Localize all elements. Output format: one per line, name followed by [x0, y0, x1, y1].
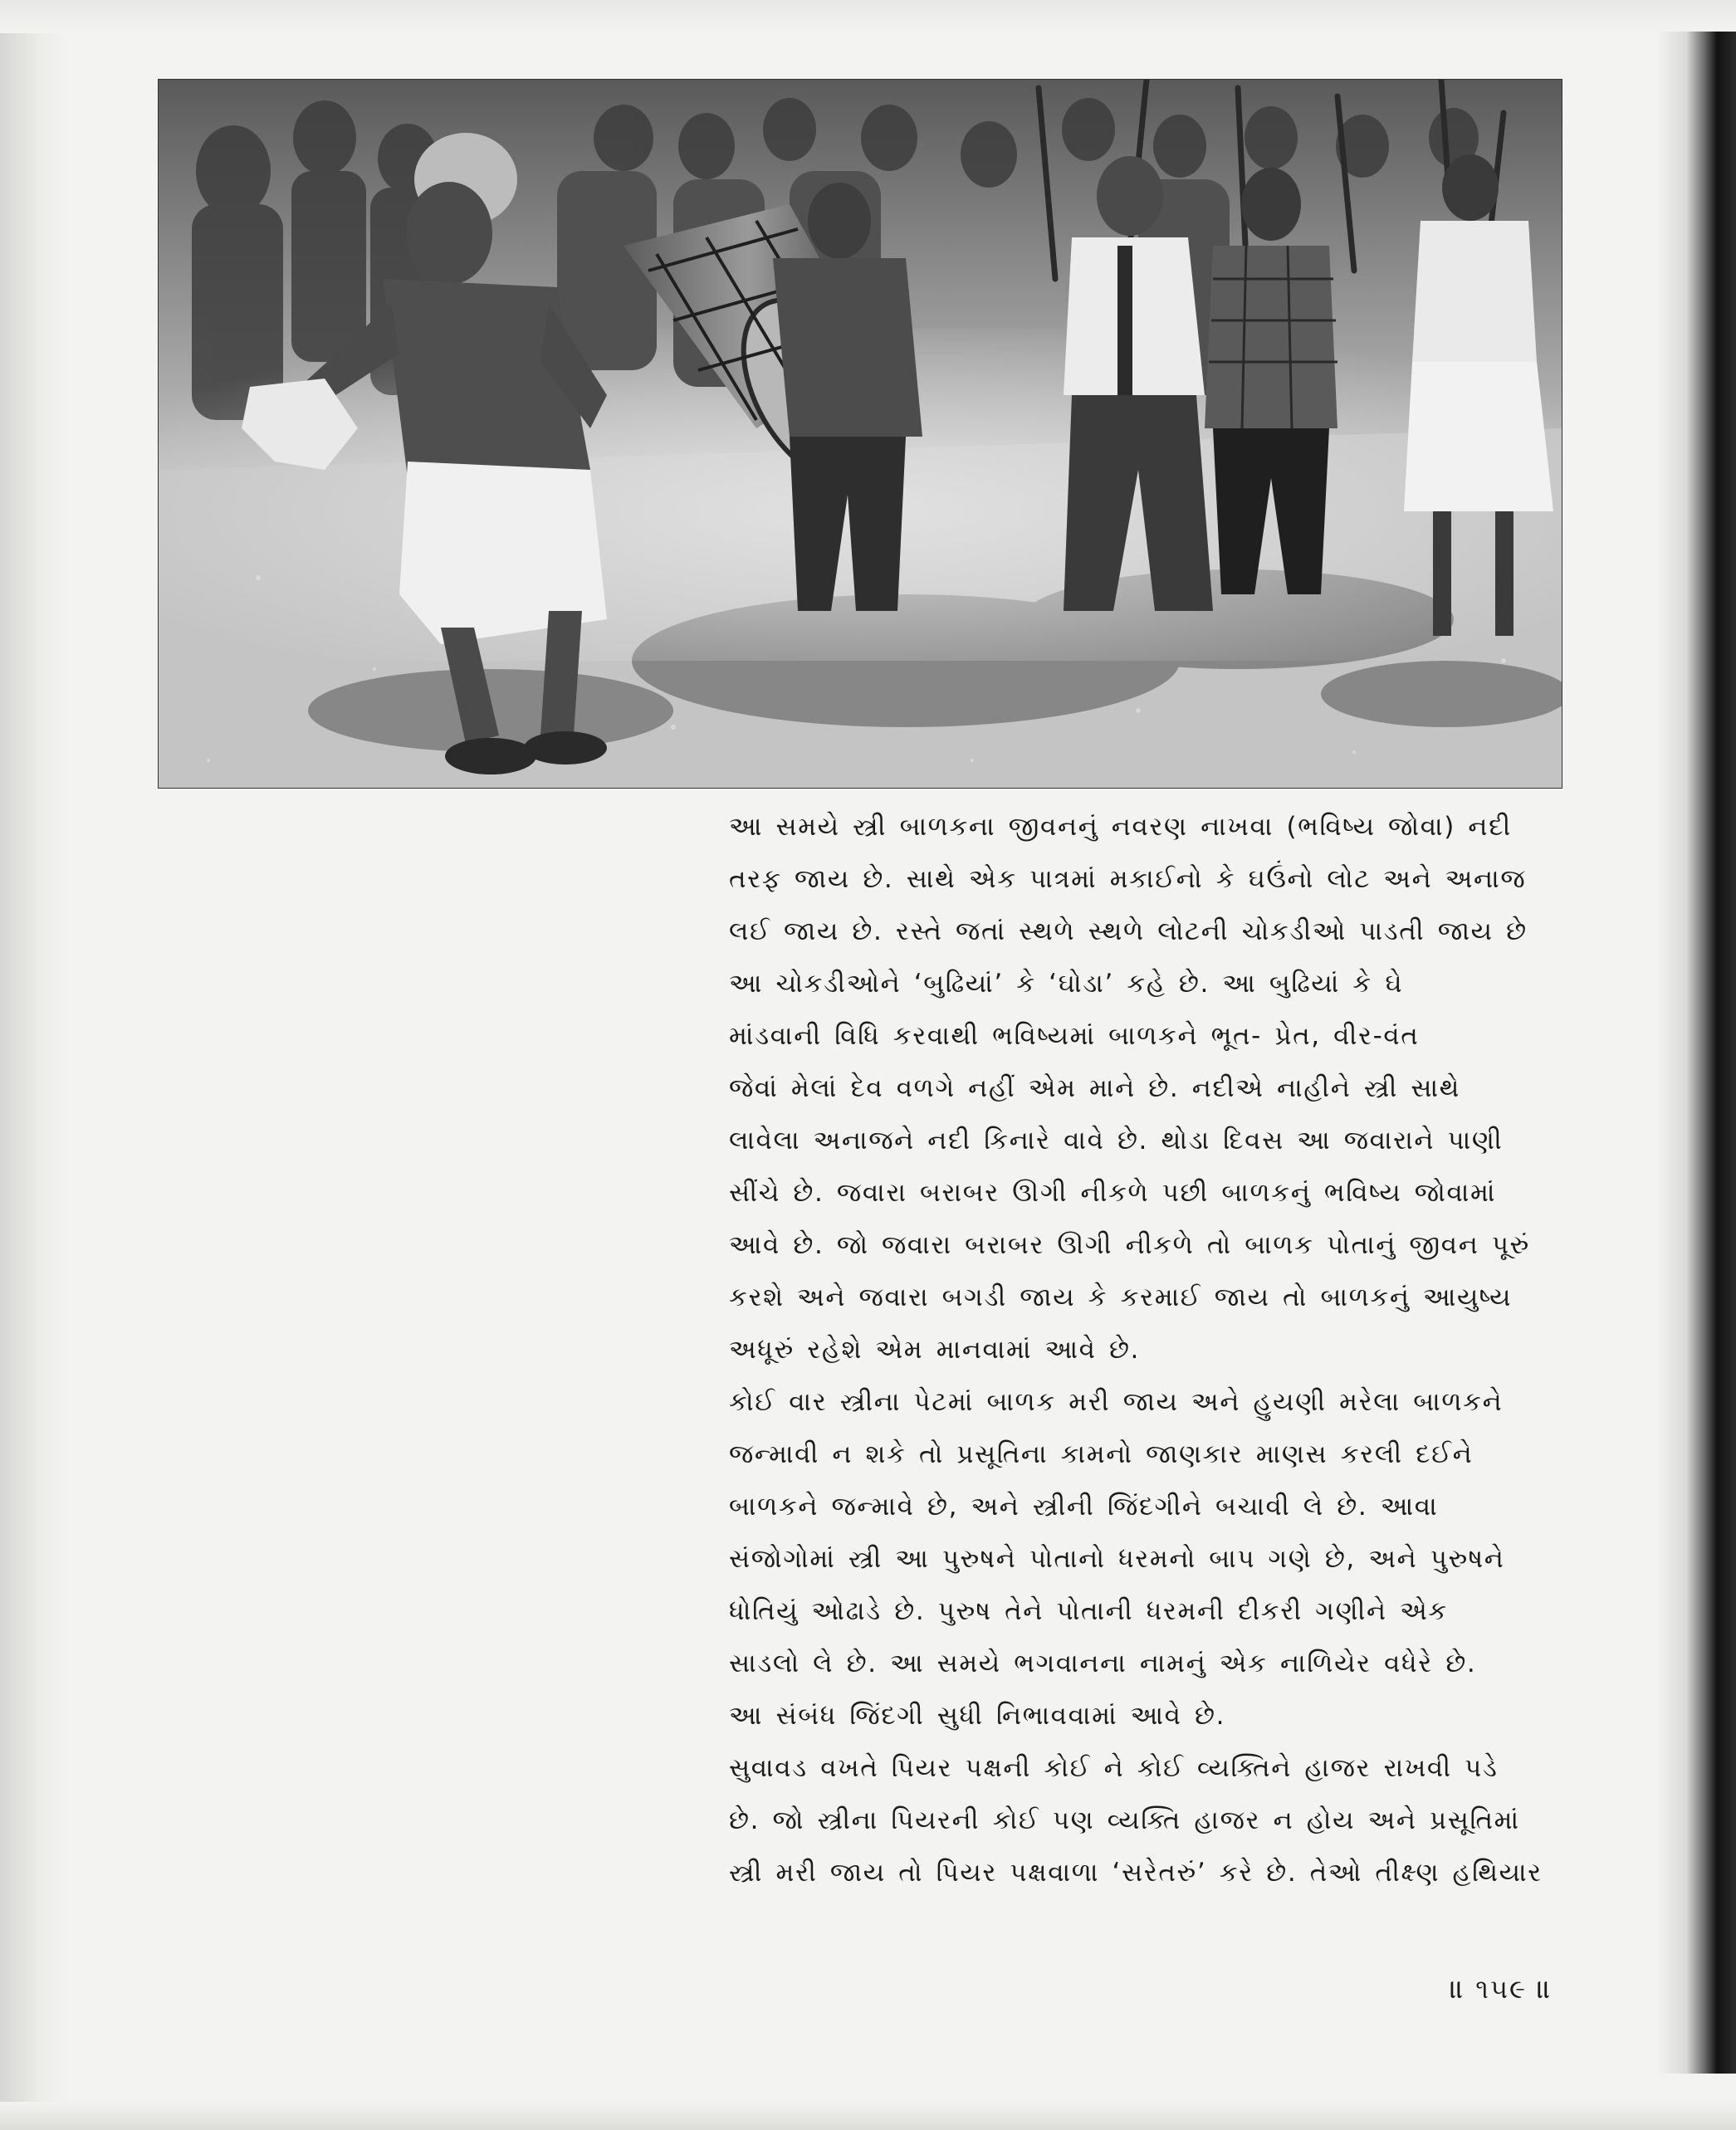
text-line-15: સંજોગોમાં સ્ત્રી આ પુરુષને પોતાનો ધરમનો બાપ ગણે છે, અને પુરુષને — [729, 1544, 1505, 1574]
body-text-column — [729, 802, 1567, 1906]
text-line-11: અધૂરું રહેશે એમ માનવામાં આવે છે. — [729, 1335, 1140, 1365]
text-line-19: સુવાવડ વખતે પિયર પક્ષની કોઈ ને કોઈ વ્યક્તિને હાજર રાખવી પડે — [729, 1753, 1499, 1783]
text-line-9: આવે છે. જો જવારા બરાબર ઊગી નીકળે તો બાળક પોતાનું જીવન પૂરું — [729, 1230, 1530, 1260]
text-line-6: જેવાં મેલાં દેવ વળગે નહીં એમ માને છે. નદીએ નાહીને સ્ત્રી સાથે — [729, 1073, 1461, 1103]
text-line-7: લાવેલા અનાજને નદી કિનારે વાવે છે. થોડા દિવસ આ જવારાને પાણી — [729, 1126, 1504, 1155]
text-line-1: આ સમયે સ્ત્રી બાળકના જીવનનું નવરણ નાખવા (ભવિષ્ય જોવા) નદી — [729, 812, 1512, 842]
page-bottom-edge — [0, 2102, 1736, 2130]
procession-photograph — [158, 79, 1562, 789]
page-number: ॥ ૧૫૯ ॥ — [1450, 1973, 1553, 2005]
text-line-17: સાડલો લે છે. આ સમયે ભગવાનના નામનું એક નાળિયેર વધેરે છે. — [729, 1649, 1477, 1678]
text-line-21: સ્ત્રી મરી જાય તો પિયર પક્ષવાળા ‘સરેતરું’ કરે છે. તેઓ તીક્ષ્ણ હથિયાર — [729, 1858, 1543, 1888]
text-line-16: ધોતિયું ઓઢાડે છે. પુરુષ તેને પોતાની ધરમની દીકરી ગણીને એક — [729, 1596, 1448, 1626]
text-line-20: છે. જો સ્ત્રીના પિયરની કોઈ પણ વ્યક્તિ હાજર ન હોય અને પ્રસૂતિમાં — [729, 1805, 1520, 1835]
page-top-shadow — [0, 0, 1736, 33]
text-line-5: માંડવાની વિધિ કરવાથી ભવિષ્યમાં બાળકને ભૂત- પ્રેત, વીર-વંત — [729, 1021, 1420, 1051]
text-line-14: બાળકને જન્માવે છે, અને સ્ત્રીની જિંદગીને બચાવી લે છે. આવા — [729, 1492, 1439, 1522]
text-line-10: કરશે અને જવારા બગડી જાય કે કરમાઈ જાય તો બાળકનું આયુષ્ય — [729, 1282, 1513, 1312]
text-line-4: આ ચોકડીઓને ‘બુઢિયાં’ કે ‘ઘોડા’ કહે છે. આ બુઢિયાં કે ઘે — [729, 969, 1404, 999]
book-binding-edge — [1656, 32, 1736, 2074]
text-line-8: સીંચે છે. જવારા બરાબર ઊગી નીકળે પછી બાળકનું ભવિષ્ય જોવામાં — [729, 1178, 1497, 1208]
text-line-2: તરફ જાય છે. સાથે એક પાત્રમાં મકાઈનો કે ઘઉંનો લોટ અને અનાજ — [729, 864, 1527, 894]
text-line-12: કોઈ વાર સ્ત્રીના પેટમાં બાળક મરી જાય અને હુયણી મરેલા બાળકને — [729, 1387, 1504, 1417]
text-line-18: આ સંબંધ જિંદગી સુધી નિભાવવામાં આવે છે. — [729, 1701, 1226, 1731]
text-line-3: લઈ જાય છે. રસ્તે જતાં સ્થળે સ્થળે લોટની ચોકડીઓ પાડતી જાય છે — [729, 916, 1528, 946]
page-left-edge — [0, 0, 68, 2130]
text-line-13: જન્માવી ન શકે તો પ્રસૂતિના કામનો જાણકાર માણસ કરલી દઈને — [729, 1439, 1474, 1469]
